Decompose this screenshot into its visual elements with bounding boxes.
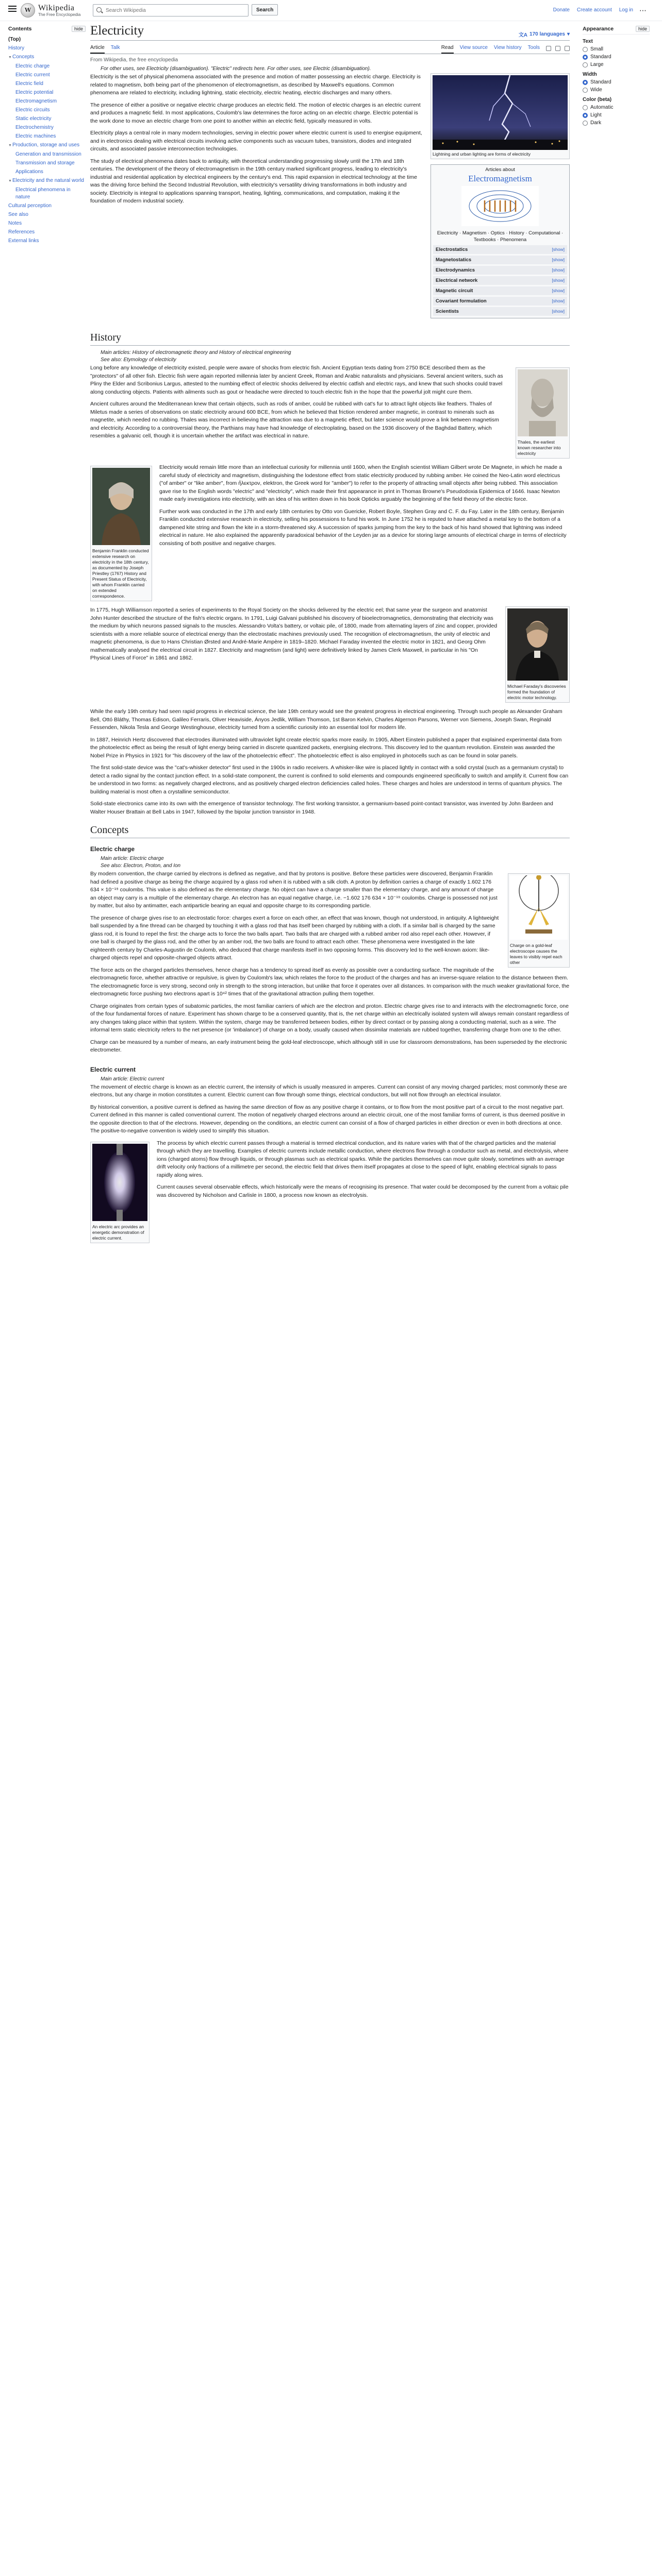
- chevron-down-icon: ▾: [567, 31, 570, 37]
- current-paragraph: By historical convention, a positive current is defined as having the same direction of flow as any positive charge it contains, or to flow from the most positive part of a circuit to the most negative part. Current defined in this manner is called conventional current. The motion of negatively charged electrons around an electric circuit, one of the most familiar forms of current, is thus deemed positive in the opposite direction to that of the electrons. However, depending on the conditions, an electric current can consist of a flow of charged particles in either direction or even in both directions at once. The positive-to-negative convention is widely used to simplify this situation.: [90, 1104, 565, 1134]
- charge-paragraph: The force acts on the charged particles themselves, hence charge has a tendency to spread itself as evenly as possible over a conducting surface. The magnitude of the electromagnetic force, whether attractive or repulsive, is given by Coulomb's law, which relates the force to the product of the charges and has an inverse-square relation to the distance between them. The electromagnetic force is very strong, second only in strength to the strong interaction, but unlike that force it operates over all distances. In comparison with the much weaker gravitational force, the electromagnetic force pushing two electrons apart is 10⁴² times that of the gravitational attraction pulling them together.: [90, 967, 570, 997]
- tab-article[interactable]: Article: [90, 43, 105, 54]
- wordmark: Wikipedia: [38, 3, 75, 12]
- sidebar-collapsible-row[interactable]: [433, 286, 567, 295]
- appearance-panel: [583, 26, 650, 128]
- toc-item-label: Concepts: [12, 54, 35, 60]
- appearance-option-label: Small: [590, 46, 604, 52]
- toc-hide-button[interactable]: hide: [72, 26, 86, 32]
- toc-item-label: Production, storage and uses: [12, 142, 80, 148]
- toc-item-label: Electricity and the natural world: [12, 178, 84, 183]
- charge-paragraph: Charge originates from certain types of subatomic particles, the most familiar carriers of which are the electron and proton. Electric charge gives rise to and interacts with the electromagnetic force, one of the four fundamental forces of nature. Experiment has shown charge to be a conserved quantity, that is, the net charge within an electrically isolated system will always remain constant regardless of any changes taking place within that system. Within the system, charge may be transferred between bodies, either by direct contact or by passing along a conducting material, such as a wire. The informal term static electricity refers to the net presence (or 'imbalance') of charge on a body, usually caused when dissimilar materials are rubbed together, transferring charge from one to the other.: [90, 1003, 569, 1033]
- history-paragraph: In 1775, Hugh Williamson reported a series of experiments to the Royal Society on the shocks delivered by the electric eel; that same year the surgeon and anatomist John Hunter described the structure of the fish's electric organs. In 1791, Luigi Galvani published his discovery of bioelectromagnetics, demonstrating that electricity was the medium by which neurons passed signals to the muscles. Alessandro Volta's battery, or voltaic pile, of 1800, made from alternating layers of zinc and copper, provided scientists with a more reliable source of electrical energy than the electrostatic machines previously used. The recognition of electromagnetism, the unity of electric and magnetic phenomena, is due to Hans Christian Ørsted and André-Marie Ampère in 1819–1820. Michael Faraday invented the electric motor in 1821, and Georg Ohm mathematically analysed the electrical circuit in 1827. Electricity and magnetism (and light) were definitively linked by James Clerk Maxwell, in particular in his "On Physical Lines of Force" in 1861 and 1862.: [90, 607, 498, 661]
- history-paragraph: The first solid-state device was the "cat's-whisker detector" first used in the 1900s in radio receivers. A whisker-like wire is placed lightly in contact with a solid crystal (such as a germanium crystal) to detect a radio signal by the contact junction effect. In a solid-state component, the current is confined to solid elements and compounds engineered specifically to switch and amplify it. Current flow can be understood in two forms: as negatively charged electrons, and as positively charged electron deficiencies called holes. These charges and holes are understood in terms of quantum physics. The building material is most often a crystalline semiconductor.: [90, 765, 569, 795]
- page-title-bar: [90, 24, 570, 41]
- current-paragraph: The movement of electric charge is known as an electric current, the intensity of which is usually measured in amperes. Current can consist of any moving charged particles; most commonly these are electrons, but any charge in motion constitutes a current. Electric current can flow through some things, electrical conductors, but will not flow through an electrical insulator.: [90, 1083, 567, 1098]
- toc-item[interactable]: [8, 124, 86, 131]
- tab-view-history[interactable]: View history: [493, 45, 522, 50]
- history-paragraph: Electricity would remain little more than an intellectual curiosity for millennia until 1600, when the English scientist William Gilbert wrote De Magnete, in which he made a careful study of electricity and magnetism, distinguishing the lodestone effect from static electricity produced by rubbing amber. He coined the Neo-Latin word electricus ("of amber" or "like amber", from ἤλεκτρον, elektron, the Greek word for "amber") to refer to the property of attracting small objects after being rubbed. This association gave rise to the English words "electric" and "electricity", which made their first appearance in print in Thomas Browne's Pseudodoxia Epidemica of 1646. Isaac Newton made early investigations into electricity, with an idea of his written down in his book Opticks arguably the beginning of the field theory of the electric force.: [159, 464, 562, 502]
- audio-speaker-icon[interactable]: [565, 46, 570, 51]
- radio-button[interactable]: [583, 62, 588, 67]
- table-of-contents: [8, 26, 86, 246]
- history-heading: History: [90, 332, 570, 346]
- appearance-group-title: Width: [583, 72, 597, 77]
- sidebar-collapsible-row[interactable]: [433, 276, 567, 285]
- tagline: The Free Encyclopedia: [38, 12, 81, 17]
- appearance-options: [583, 39, 650, 126]
- thales-caption: Thales, the earliest known researcher into electricity: [518, 439, 561, 456]
- sidebar-rows: [433, 245, 567, 316]
- current-main-hatnote[interactable]: Main article: Electric current: [101, 1076, 164, 1082]
- appearance-option[interactable]: [583, 62, 650, 67]
- toc-item-label: Generation and transmission: [15, 151, 81, 157]
- electric-arc-caption: An electric arc provides an energetic demonstration of electric current.: [92, 1224, 144, 1241]
- sidebar-collapsible-row[interactable]: [433, 297, 567, 306]
- appearance-hide-button[interactable]: hide: [636, 26, 650, 32]
- toc-item[interactable]: [8, 72, 86, 79]
- search-icon: [96, 7, 102, 12]
- history-paragraph: In 1887, Heinrich Hertz discovered that electrodes illuminated with ultraviolet light create electric sparks more easily. In 1905, Albert Einstein published a paper that explained experimental data from the photoelectric effect as being the result of light energy being carried in discrete quantized packets, energising electrons. This discovery led to the quantum revolution. Einstein was awarded the Nobel Prize in Physics in 1921 for "his discovery of the law of the photoelectric effect". The photoelectric effect is also employed in photocells such as can be found in solar panels.: [90, 736, 562, 759]
- toc-item[interactable]: [8, 168, 86, 176]
- toc-item-label: Static electricity: [15, 116, 52, 122]
- sidebar-collapsible-row[interactable]: [433, 266, 567, 275]
- sidebar-collapsible-row[interactable]: [433, 245, 567, 254]
- chevron-down-icon[interactable]: ▼: [8, 56, 12, 59]
- toc-item[interactable]: [8, 98, 86, 105]
- faraday-portrait-image[interactable]: [507, 608, 568, 682]
- tab-view-source[interactable]: View source: [459, 45, 488, 50]
- sidebar-collapsible-row[interactable]: [433, 307, 567, 316]
- radio-button[interactable]: [583, 113, 588, 118]
- toc-item[interactable]: [8, 211, 86, 218]
- lead-paragraph: The study of electrical phenomena dates back to antiquity, with theoretical understanding progressing slowly until the 17th and 18th centuries. The development of the theory of electromagnetism in the 19th century marked significant progress, leading to electricity's industrial and residential application by electrical engineers by the century's end. This rapid expansion in electrical technology at the time was the driving force behind the Second Industrial Revolution, with electricity's versatility driving transformations in both industry and society. Electricity is integral to applications spanning transport, heating, lighting, communications, and computation, making it the foundation of modern industrial society.: [90, 158, 417, 204]
- more-options-icon[interactable]: ⋯: [639, 6, 647, 14]
- concepts-heading: Concepts: [90, 824, 570, 838]
- toc-item[interactable]: [8, 160, 86, 167]
- thales-bust-image[interactable]: [518, 369, 568, 438]
- sidebar-topic-links[interactable]: Electricity · Magnetism · Optics · History · Computational · Textbooks · Phenomena: [437, 230, 564, 243]
- toc-item-label: External links: [8, 238, 39, 244]
- sidebar-show-toggle[interactable]: [show]: [552, 309, 565, 314]
- language-button[interactable]: [519, 30, 570, 38]
- thales-figure: [516, 367, 570, 459]
- history-main-hatnote[interactable]: Main articles: History of electromagnetic theory and History of electrical engineering: [101, 350, 291, 355]
- appearance-title: Appearance: [583, 26, 614, 32]
- page-title: Electricity: [90, 24, 144, 38]
- toc-list: [8, 36, 86, 245]
- sidebar-show-toggle[interactable]: [show]: [552, 247, 565, 252]
- toc-item-label: Electric charge: [15, 63, 50, 69]
- search-button[interactable]: Search: [252, 4, 278, 15]
- toc-item-label: Electric field: [15, 81, 43, 87]
- toc-item-label: See also: [8, 212, 28, 217]
- appearance-option[interactable]: [583, 79, 650, 85]
- toc-item[interactable]: [8, 115, 86, 123]
- toc-item[interactable]: [8, 54, 86, 61]
- charge-main-hatnote[interactable]: Main article: Electric charge: [101, 856, 164, 861]
- appearance-option-label: Light: [590, 112, 602, 118]
- toc-title: Contents: [8, 26, 32, 32]
- toc-item[interactable]: [8, 63, 86, 70]
- appearance-option[interactable]: [583, 120, 650, 126]
- wikipedia-logo[interactable]: [21, 3, 80, 18]
- toc-item-label: Electromagnetism: [15, 98, 57, 104]
- lead-paragraph: Electricity is the set of physical phenomena associated with the presence and motion of matter possessing an electric charge. Electricity is related to magnetism, both being part of the phenomenon of electromagnetism, as described by Maxwell's equations. Common phenomena are related to electricity, including lightning, static electricity, electric heating, electric discharges and many others.: [90, 74, 421, 96]
- radio-button[interactable]: [583, 80, 588, 85]
- radio-button[interactable]: [583, 105, 588, 110]
- appearance-option-label: Standard: [590, 79, 611, 85]
- sidebar-row-label: Magnetic circuit: [436, 288, 473, 294]
- sidebar-subtitle: Articles about: [485, 167, 515, 173]
- toc-item[interactable]: [8, 202, 86, 210]
- appearance-option[interactable]: [583, 54, 650, 60]
- lightning-image[interactable]: [433, 75, 568, 150]
- toc-item-label: Electric current: [15, 72, 50, 78]
- toc-item-label: History: [8, 45, 25, 51]
- sidebar-show-toggle[interactable]: [show]: [552, 278, 565, 283]
- tab-read[interactable]: Read: [441, 43, 454, 54]
- faraday-caption: Michael Faraday's discoveries formed the foundation of electric motor technology.: [507, 684, 566, 700]
- search-input[interactable]: [105, 6, 246, 15]
- toc-item-label: Electrical phenomena in nature: [15, 187, 71, 200]
- sidebar-title[interactable]: Electromagnetism: [468, 174, 532, 183]
- appearance-group-title: Color (beta): [583, 97, 612, 103]
- history-paragraph: Ancient cultures around the Mediterranean knew that certain objects, such as rods of amber, could be rubbed with cat's fur to attract light objects like feathers. Thales of Miletus made a series of observations on static electricity around 600 BCE, from which he believed that friction rendered amber magnetic, in contrast to minerals such as magnetite, which needed no rubbing. Thales was incorrect in believing the attraction was due to a magnetic effect, but later science would prove a link between magnetism and electricity. According to a controversial theory, the Parthians may have had knowledge of electroplating, based on the 1936 discovery of the Baghdad Battery, which resembles a galvanic cell, though it is uncertain whether the artifact was electrical in nature.: [90, 401, 499, 439]
- tab-tools[interactable]: Tools: [527, 45, 540, 50]
- electric-arc-image[interactable]: [92, 1144, 147, 1223]
- history-see-also-hatnote[interactable]: See also: Etymology of electricity: [101, 357, 176, 363]
- sidebar-row-label: Electrical network: [436, 278, 478, 283]
- toc-item-label: Cultural perception: [8, 203, 52, 209]
- electroscope-image[interactable]: [510, 875, 568, 941]
- toc-item-label: Electrochemistry: [15, 125, 54, 130]
- toc-item-label: Applications: [15, 169, 43, 175]
- sidebar-row-label: Covariant formulation: [436, 298, 487, 304]
- charge-paragraph: By modern convention, the charge carried by electrons is defined as negative, and that by protons is positive. Before these particles were discovered, Benjamin Franklin had defined a positive charge as being the charge acquired by a glass rod when it is rubbed with a silk cloth. A proton by definition carries a charge of exactly 1.602 176 634 × 10⁻¹⁹ coulombs. This value is also defined as the elementary charge. No object can have a charge smaller than the elementary charge, and any amount of charge an object may carry is a multiple of the elementary charge. An electron has an equal negative charge, i.e. −1.602 176 634 × 10⁻¹⁹ coulombs. Charge is possessed not just by matter, but also by antimatter, each antiparticle bearing an equal and opposite charge to its corresponding particle.: [90, 871, 498, 909]
- solenoid-image[interactable]: [433, 186, 567, 228]
- search-box: [93, 4, 249, 16]
- main-menu-icon[interactable]: [8, 6, 16, 12]
- toc-item[interactable]: [8, 89, 86, 96]
- franklin-figure: [90, 466, 152, 601]
- appearance-group-title: Text: [583, 39, 593, 44]
- log-in-link[interactable]: Log in: [619, 7, 633, 13]
- toc-item-label: Electric circuits: [15, 107, 50, 113]
- featured-article-icon[interactable]: [546, 46, 551, 51]
- page-tabs: [90, 43, 570, 54]
- radio-button[interactable]: [583, 55, 588, 60]
- franklin-caption: Benjamin Franklin conducted extensive research on electricity in the 18th century, as documented by Joseph Priestley (1767) History and Present Status of Electricity, with whom Franklin carried on extended correspondence.: [92, 548, 149, 599]
- sidebar-row-label: Magnetostatics: [436, 257, 472, 263]
- appearance-option-label: Wide: [590, 87, 602, 93]
- chevron-down-icon[interactable]: ▼: [8, 144, 12, 147]
- electroscope-caption: Charge on a gold-leaf electroscope causes the leaves to visibly repel each other: [510, 943, 562, 965]
- lightning-figure: [431, 73, 570, 159]
- personal-tools: [553, 7, 633, 13]
- toc-item[interactable]: [8, 80, 86, 88]
- language-count: 170 languages: [529, 31, 565, 37]
- appearance-option[interactable]: [583, 87, 650, 93]
- appearance-option[interactable]: [583, 46, 650, 52]
- charge-see-also-hatnote[interactable]: See also: Electron, Proton, and Ion: [101, 863, 181, 869]
- article-content: [90, 24, 570, 1248]
- radio-button[interactable]: [583, 47, 588, 52]
- sidebar-row-label: Scientists: [436, 309, 459, 314]
- current-paragraph: The process by which electric current passes through a material is termed electrical conduction, and its nature varies with that of the charged particles and the material through which they are travelling. Examples of electric currents include metallic conduction, where electrons flow through a conductor such as metal, and electrolysis, where ions (charged atoms) flow through liquids, or through plasmas such as electrical sparks. While the particles themselves can move quite slowly, sometimes with an average drift velocity only fractions of a millimetre per second, the electric field that drives them itself propagates at close to the speed of light, enabling electrical signals to pass rapidly along wires.: [157, 1140, 569, 1178]
- toc-item[interactable]: [8, 36, 86, 43]
- electromagnetism-sidebar: [431, 164, 570, 318]
- donate-link[interactable]: Donate: [553, 7, 570, 13]
- appearance-option-label: Automatic: [590, 105, 614, 110]
- toc-item-label: Electric machines: [15, 133, 56, 139]
- create-account-link[interactable]: Create account: [576, 7, 612, 13]
- electric-charge-section: [90, 870, 570, 1055]
- toc-item[interactable]: [8, 133, 86, 140]
- chevron-down-icon[interactable]: ▼: [8, 179, 12, 183]
- translate-icon: 文A: [518, 32, 528, 38]
- lead-paragraph: Electricity plays a central role in many modern technologies, serving in electric power where electric current is used to energise equipment, and in electronics dealing with electrical circuits involving active components such as vacuum tubes, transistors, diodes and integrated circuits, and associated passive interconnection technologies.: [90, 130, 422, 152]
- electric-arc-figure: [90, 1142, 150, 1243]
- sidebar-show-toggle[interactable]: [show]: [552, 257, 565, 262]
- charge-paragraph: Charge can be measured by a number of means, an early instrument being the gold-leaf electroscope, which although still in use for classroom demonstrations, has been superseded by the electronic electrometer.: [90, 1039, 567, 1053]
- appearance-option[interactable]: [583, 112, 650, 118]
- sidebar-row-label: Electrostatics: [436, 247, 468, 252]
- protection-lock-icon[interactable]: [555, 46, 560, 51]
- sidebar-show-toggle[interactable]: [show]: [552, 298, 565, 303]
- wikipedia-globe-icon: W: [21, 3, 35, 18]
- electric-charge-heading: Electric charge: [90, 845, 135, 853]
- electroscope-figure: [508, 873, 570, 968]
- history-paragraph: Solid-state electronics came into its own with the emergence of transistor technology. The first working transistor, a germanium-based point-contact transistor, was invented by John Bardeen and Walter Houser Brattain at Bell Labs in 1947, followed by the bipolar junction transistor in 1948.: [90, 801, 553, 815]
- appearance-option[interactable]: [583, 105, 650, 110]
- toc-item-label: (Top): [8, 37, 21, 42]
- toc-item[interactable]: [8, 107, 86, 114]
- disambiguation-hatnote[interactable]: For other uses, see Electricity (disambiguation). "Electric" redirects here. For other uses, see Electric (disambiguation).: [101, 66, 371, 72]
- toc-item[interactable]: [8, 45, 86, 52]
- toc-item[interactable]: [8, 220, 86, 227]
- sidebar-row-label: Electrodynamics: [436, 267, 475, 273]
- toc-item-label: Transmission and storage: [15, 160, 75, 166]
- lead-paragraph: The presence of either a positive or negative electric charge produces an electric field. The motion of electric charges is an electric current and produces a magnetic field. In most applications, Coulomb's law determines the force acting on an electric charge. Electric potential is the work done to move an electric charge from one point to another within an electric field, typically measured in volts.: [90, 101, 421, 124]
- toc-item[interactable]: [8, 187, 86, 201]
- radio-button[interactable]: [583, 121, 588, 126]
- history-paragraph: While the early 19th century had seen rapid progress in electrical science, the late 19th century would see the greatest progress in electrical engineering. Through such people as Alexander Graham Bell, Ottó Bláthy, Thomas Edison, Galileo Ferraris, Oliver Heaviside, Ányos Jedlik, William Thomson, 1st Baron Kelvin, Charles Algernon Parsons, Werner von Siemens, Joseph Swan, Reginald Fessenden, Nikola Tesla and George Westinghouse, electricity turned from a scientific curiosity into an essential tool for modern life.: [90, 708, 562, 731]
- current-paragraph: Current causes several observable effects, which historically were the means of recognising its presence. That water could be decomposed by the current from a voltaic pile was discovered by Nicholson and Carlisle in 1800, a process now known as electrolysis.: [157, 1184, 569, 1198]
- appearance-option-label: Standard: [590, 54, 611, 60]
- appearance-option-label: Large: [590, 62, 604, 67]
- toc-item[interactable]: [8, 142, 86, 149]
- charge-paragraph: The presence of charge gives rise to an electrostatic force: charges exert a force on each other, an effect that was known, though not understood, in antiquity. A lightweight ball suspended by a fine thread can be charged by touching it with a glass rod that has itself been charged by rubbing with a cloth. If a similar ball is charged by the same glass rod, it is found to repel the first: the charge acts to force the two balls apart. Two balls that are charged with a rubbed amber rod also repel each other. However, if one ball is charged by the glass rod, and the other by an amber rod, the two balls are found to attract each other. These phenomena were investigated in the late eighteenth century by Charles-Augustin de Coulomb, who deduced that charge manifests itself in two opposing forms. This discovery led to the well-known axiom: like-charged objects repel and opposite-charged objects attract.: [90, 914, 499, 961]
- toc-item[interactable]: [8, 229, 86, 236]
- lead-right-column: [431, 73, 570, 318]
- electric-current-heading: Electric current: [90, 1065, 136, 1073]
- toc-item[interactable]: [8, 177, 86, 185]
- tab-talk[interactable]: Talk: [110, 45, 120, 50]
- site-header: [0, 0, 662, 21]
- appearance-option-label: Dark: [590, 120, 602, 126]
- radio-button[interactable]: [583, 88, 588, 93]
- sidebar-show-toggle[interactable]: [show]: [552, 288, 565, 293]
- sidebar-show-toggle[interactable]: [show]: [552, 267, 565, 273]
- sidebar-collapsible-row[interactable]: [433, 256, 567, 264]
- toc-item-label: Electric potential: [15, 90, 54, 95]
- site-subtitle: From Wikipedia, the free encyclopedia: [90, 57, 178, 63]
- toc-item[interactable]: [8, 151, 86, 158]
- toc-item-label: References: [8, 229, 35, 235]
- toc-item-label: Notes: [8, 221, 22, 226]
- faraday-figure: [505, 606, 570, 703]
- history-paragraph: Long before any knowledge of electricity existed, people were aware of shocks from electric fish. Ancient Egyptian texts dating from 2750 BCE described them as the "protectors" of all other fish. Electric fish were again reported millennia later by ancient Greek, Roman and Arabic naturalists and physicians. Several ancient writers, such as Pliny the Elder and Scribonius Largus, attested to the numbing effect of electric shocks delivered by electric catfish and electric rays, and knew that such shocks could travel along conducting objects. Patients with ailments such as gout or headache were directed to touch electric fish in the hope that the powerful jolt might cure them.: [90, 365, 503, 395]
- history-paragraph: Further work was conducted in the 17th and early 18th centuries by Otto von Guericke, Robert Boyle, Stephen Gray and C. F. du Fay. Later in the 18th century, Benjamin Franklin conducted extensive research in electricity, selling his possessions to fund his work. In June 1752 he is reputed to have attached a metal key to the bottom of a dampened kite string and flown the kite in a storm-threatened sky. A succession of sparks jumping from the key to the back of his hand showed that lightning was indeed electrical in nature. He also explained the apparently paradoxical behavior of the Leyden jar as a device for storing large amounts of electrical charge in terms of electricity consisting of both positive and negative charges.: [159, 508, 567, 547]
- lightning-caption: Lightning and urban lighting are forms of electricity: [433, 151, 531, 157]
- franklin-portrait-image[interactable]: [92, 468, 150, 547]
- toc-item[interactable]: [8, 238, 86, 245]
